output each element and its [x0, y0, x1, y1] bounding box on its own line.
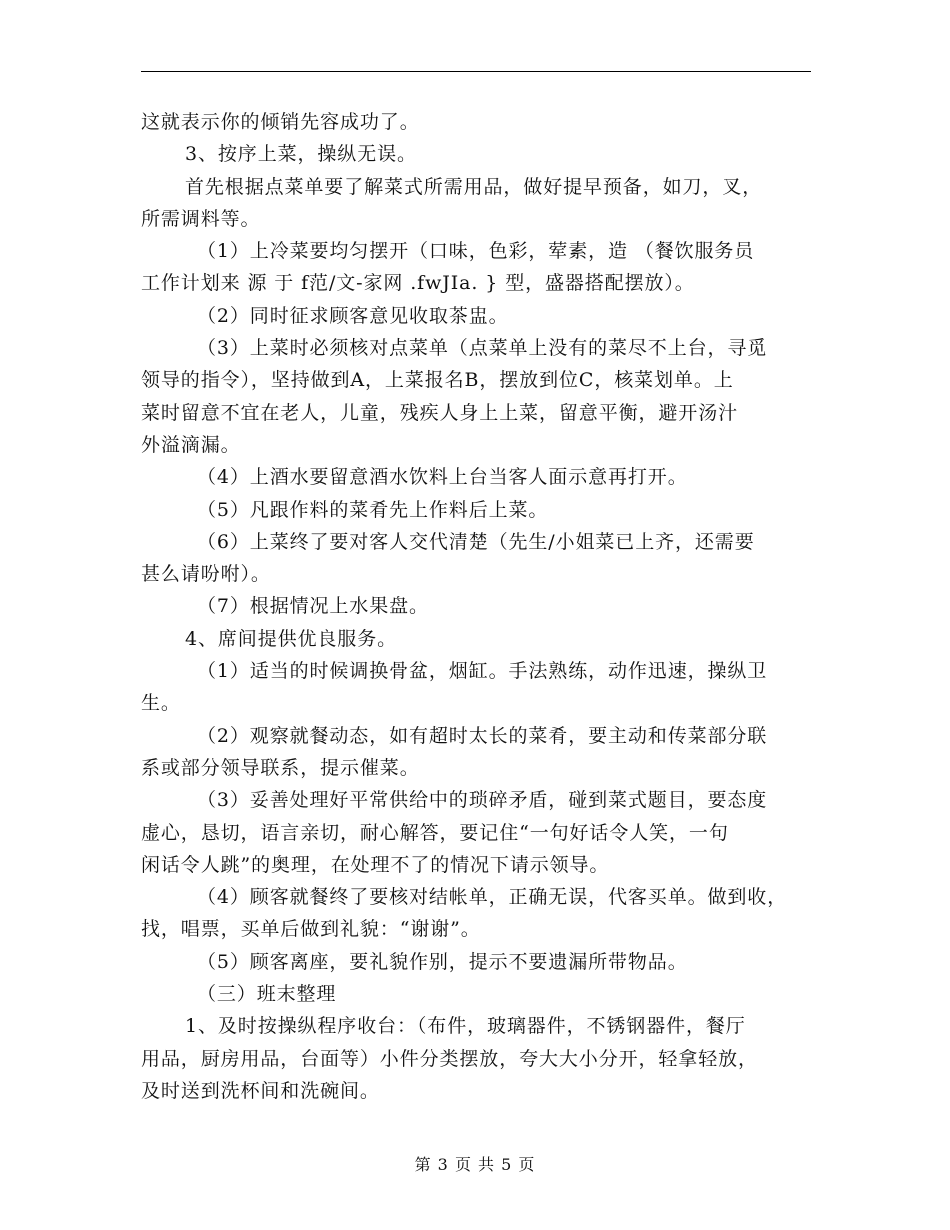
text-line: （5）凡跟作料的菜肴先上作料后上菜。 — [197, 498, 549, 521]
text-line: （4）上酒水要留意酒水饮料上台当客人面示意再打开。 — [197, 466, 688, 489]
text-line: 闲话令人跳”的奥理，在处理不了的情况下请示领导。 — [141, 853, 610, 876]
text-line: 工作计划来 源 于 f范/文-家网 .fwJIa. } 型，盛器搭配摆放）。 — [141, 272, 695, 295]
text-line: 领导的指令），坚持做到A，上菜报名B，摆放到位C，核菜划单。上 — [141, 369, 734, 392]
text-line: （6）上菜终了要对客人交代清楚（先生/小姐菜已上齐，还需要 — [197, 530, 755, 553]
text-line: （1）上冷菜要均匀摆开（口味，色彩，荤素，造 （餐饮服务员 — [197, 240, 755, 263]
text-line: （2）同时征求顾客意见收取茶盅。 — [197, 304, 509, 327]
text-line: 4、席间提供优良服务。 — [185, 627, 397, 650]
body-text — [141, 106, 819, 1107]
text-line: （3）上菜时必须核对点菜单（点菜单上没有的菜尽不上台，寻觅 — [197, 337, 768, 360]
text-line: （2）观察就餐动态，如有超时太长的菜肴，要主动和传菜部分联 — [197, 724, 768, 747]
text-line: 虚心，恳切，语言亲切，耐心解答，要记住“一句好话令人笑，一句 — [141, 821, 729, 844]
section-heading: （三）班末整理 — [197, 983, 337, 1006]
text-line: 外溢滴漏。 — [141, 433, 241, 456]
page-footer: 第 3 页 共 5 页 — [414, 1155, 536, 1174]
text-line: 用品，厨房用品，台面等）小件分类摆放，夸大大小分开，轻拿轻放， — [141, 1047, 758, 1070]
text-line: （5）顾客离座，要礼貌作别，提示不要遗漏所带物品。 — [197, 950, 688, 973]
text-line: 生。 — [141, 692, 181, 715]
text-line: 系或部分领导联系，提示催菜。 — [141, 756, 420, 779]
header-rule — [141, 71, 811, 72]
text-line: 这就表示你的倾销先容成功了。 — [141, 111, 420, 133]
text-line: 3、按序上菜，操纵无误。 — [185, 143, 417, 166]
text-line: 首先根据点菜单要了解菜式所需用品，做好提早预备，如刀，叉， — [185, 175, 763, 198]
text-line: （7）根据情况上水果盘。 — [197, 595, 429, 618]
text-line: 1、及时按操纵程序收台：（布件，玻璃器件，不锈钢器件，餐厅 — [185, 1015, 746, 1038]
text-line: 及时送到洗杯间和洗碗间。 — [141, 1079, 380, 1102]
text-line: 所需调料等。 — [141, 207, 261, 230]
text-line: （4）顾客就餐终了要核对结帐单，正确无误，代客买单。做到收， — [197, 886, 788, 909]
text-line: （3）妥善处理好平常供给中的琐碎矛盾，碰到菜式题目，要态度 — [197, 789, 768, 812]
text-line: （1）适当的时候调换骨盆，烟缸。手法熟练，动作迅速，操纵卫 — [197, 660, 768, 683]
text-line: 找，唱票，买单后做到礼貌：“谢谢”。 — [141, 918, 481, 941]
text-line: 菜时留意不宜在老人，儿童，残疾人身上上菜，留意平衡，避开汤汁 — [141, 401, 739, 424]
text-line: 甚么请吩咐）。 — [141, 563, 271, 586]
